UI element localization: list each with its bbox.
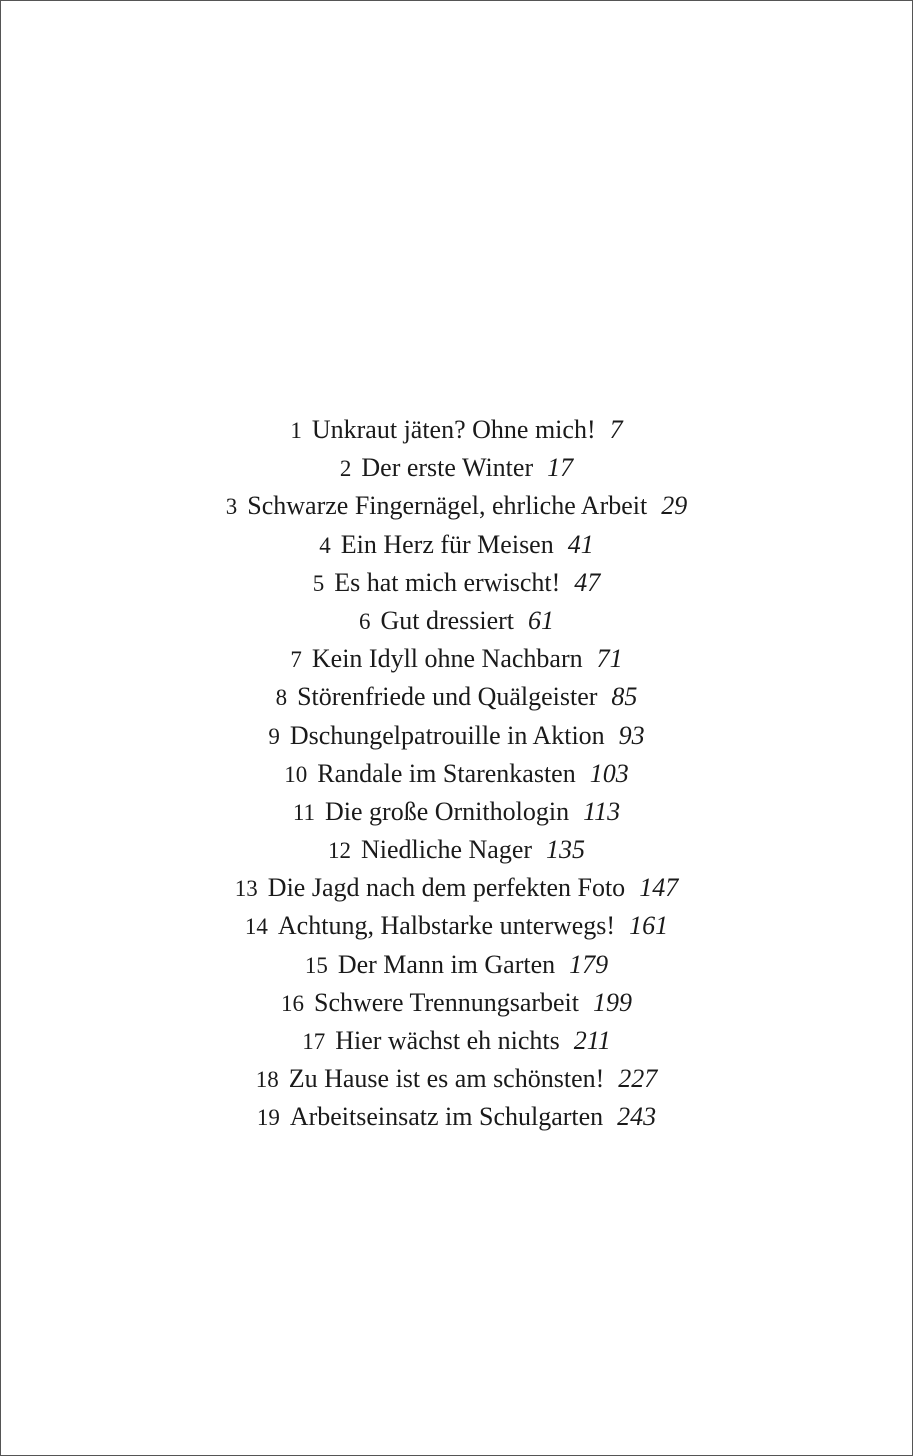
chapter-title: Es hat mich erwischt! (334, 567, 561, 597)
toc-entry (1, 1022, 912, 1060)
toc-entry (1, 984, 912, 1022)
chapter-page-number: 135 (546, 835, 586, 865)
chapter-page-number: 93 (618, 720, 645, 750)
chapter-number: 15 (304, 952, 328, 978)
chapter-page-number: 227 (618, 1064, 658, 1094)
toc-entry (1, 640, 912, 678)
chapter-page-number: 71 (596, 644, 623, 674)
chapter-number: 3 (225, 494, 238, 520)
chapter-page-number: 61 (528, 605, 555, 635)
chapter-number: 4 (319, 532, 331, 558)
chapter-number: 13 (234, 876, 258, 902)
chapter-number: 9 (268, 723, 280, 749)
toc-entry (1, 602, 912, 640)
toc-entry (1, 907, 912, 945)
chapter-page-number: 29 (661, 491, 688, 521)
chapter-title: Dschungelpatrouille in Aktion (289, 720, 605, 750)
chapter-number: 1 (290, 418, 302, 443)
chapter-title: Ein Herz für Meisen (340, 529, 554, 559)
chapter-title: Kein Idyll ohne Nachbarn (311, 644, 583, 674)
chapter-page-number: 41 (567, 529, 594, 559)
toc-entry (1, 526, 912, 564)
chapter-title: Achtung, Halbstarke unterwegs! (277, 911, 616, 941)
chapter-page-number: 179 (569, 949, 609, 979)
chapter-number: 12 (327, 838, 351, 864)
chapter-title: Hier wächst eh nichts (335, 1026, 560, 1055)
chapter-page-number: 85 (611, 682, 638, 712)
chapter-number: 17 (302, 1029, 326, 1054)
table-of-contents (1, 411, 912, 1137)
chapter-title: Niedliche Nager (360, 835, 533, 865)
toc-entry (1, 1060, 912, 1098)
chapter-page-number: 103 (589, 758, 629, 788)
chapter-number: 18 (255, 1067, 279, 1093)
chapter-page-number: 47 (574, 567, 601, 597)
chapter-number: 14 (244, 914, 268, 940)
chapter-title: Randale im Starenkasten (317, 758, 576, 788)
chapter-number: 2 (339, 456, 352, 482)
chapter-page-number: 147 (639, 873, 679, 903)
chapter-number: 11 (292, 799, 315, 825)
chapter-page-number: 243 (617, 1102, 657, 1132)
toc-entry (1, 717, 912, 755)
toc-entry (1, 831, 912, 869)
toc-entry (1, 411, 912, 449)
chapter-page-number: 211 (573, 1026, 611, 1055)
toc-entry (1, 487, 912, 525)
chapter-number: 7 (290, 647, 302, 673)
chapter-title: Der Mann im Garten (337, 949, 556, 979)
chapter-title: Schwarze Fingernägel, ehrliche Arbeit (247, 491, 648, 521)
chapter-number: 19 (256, 1105, 280, 1131)
toc-entry (1, 449, 912, 487)
chapter-number: 5 (312, 570, 325, 596)
toc-entry (1, 793, 912, 831)
chapter-page-number: 7 (609, 415, 623, 444)
chapter-number: 8 (275, 685, 288, 711)
toc-entry (1, 564, 912, 602)
chapter-page-number: 17 (547, 453, 574, 483)
chapter-number: 10 (284, 761, 308, 787)
toc-entry (1, 1098, 912, 1136)
chapter-title: Schwere Trennungsarbeit (313, 987, 579, 1017)
toc-entry (1, 869, 912, 907)
toc-entry (1, 755, 912, 793)
chapter-number: 6 (358, 608, 371, 634)
chapter-title: Der erste Winter (361, 453, 534, 483)
chapter-page-number: 161 (629, 911, 669, 941)
chapter-title: Unkraut jäten? Ohne mich! (311, 415, 596, 444)
chapter-title: Zu Hause ist es am schönsten! (288, 1064, 605, 1094)
toc-entry (1, 678, 912, 716)
chapter-title: Die Jagd nach dem perfekten Foto (267, 873, 626, 903)
chapter-page-number: 113 (583, 796, 621, 826)
chapter-title: Arbeitseinsatz im Schulgarten (289, 1102, 604, 1132)
chapter-page-number: 199 (593, 987, 632, 1017)
chapter-title: Die große Ornithologin (325, 796, 570, 826)
chapter-title: Störenfriede und Quälgeister (297, 682, 598, 712)
toc-entry (1, 946, 912, 984)
chapter-number: 16 (280, 990, 304, 1016)
chapter-title: Gut dressiert (380, 605, 515, 635)
